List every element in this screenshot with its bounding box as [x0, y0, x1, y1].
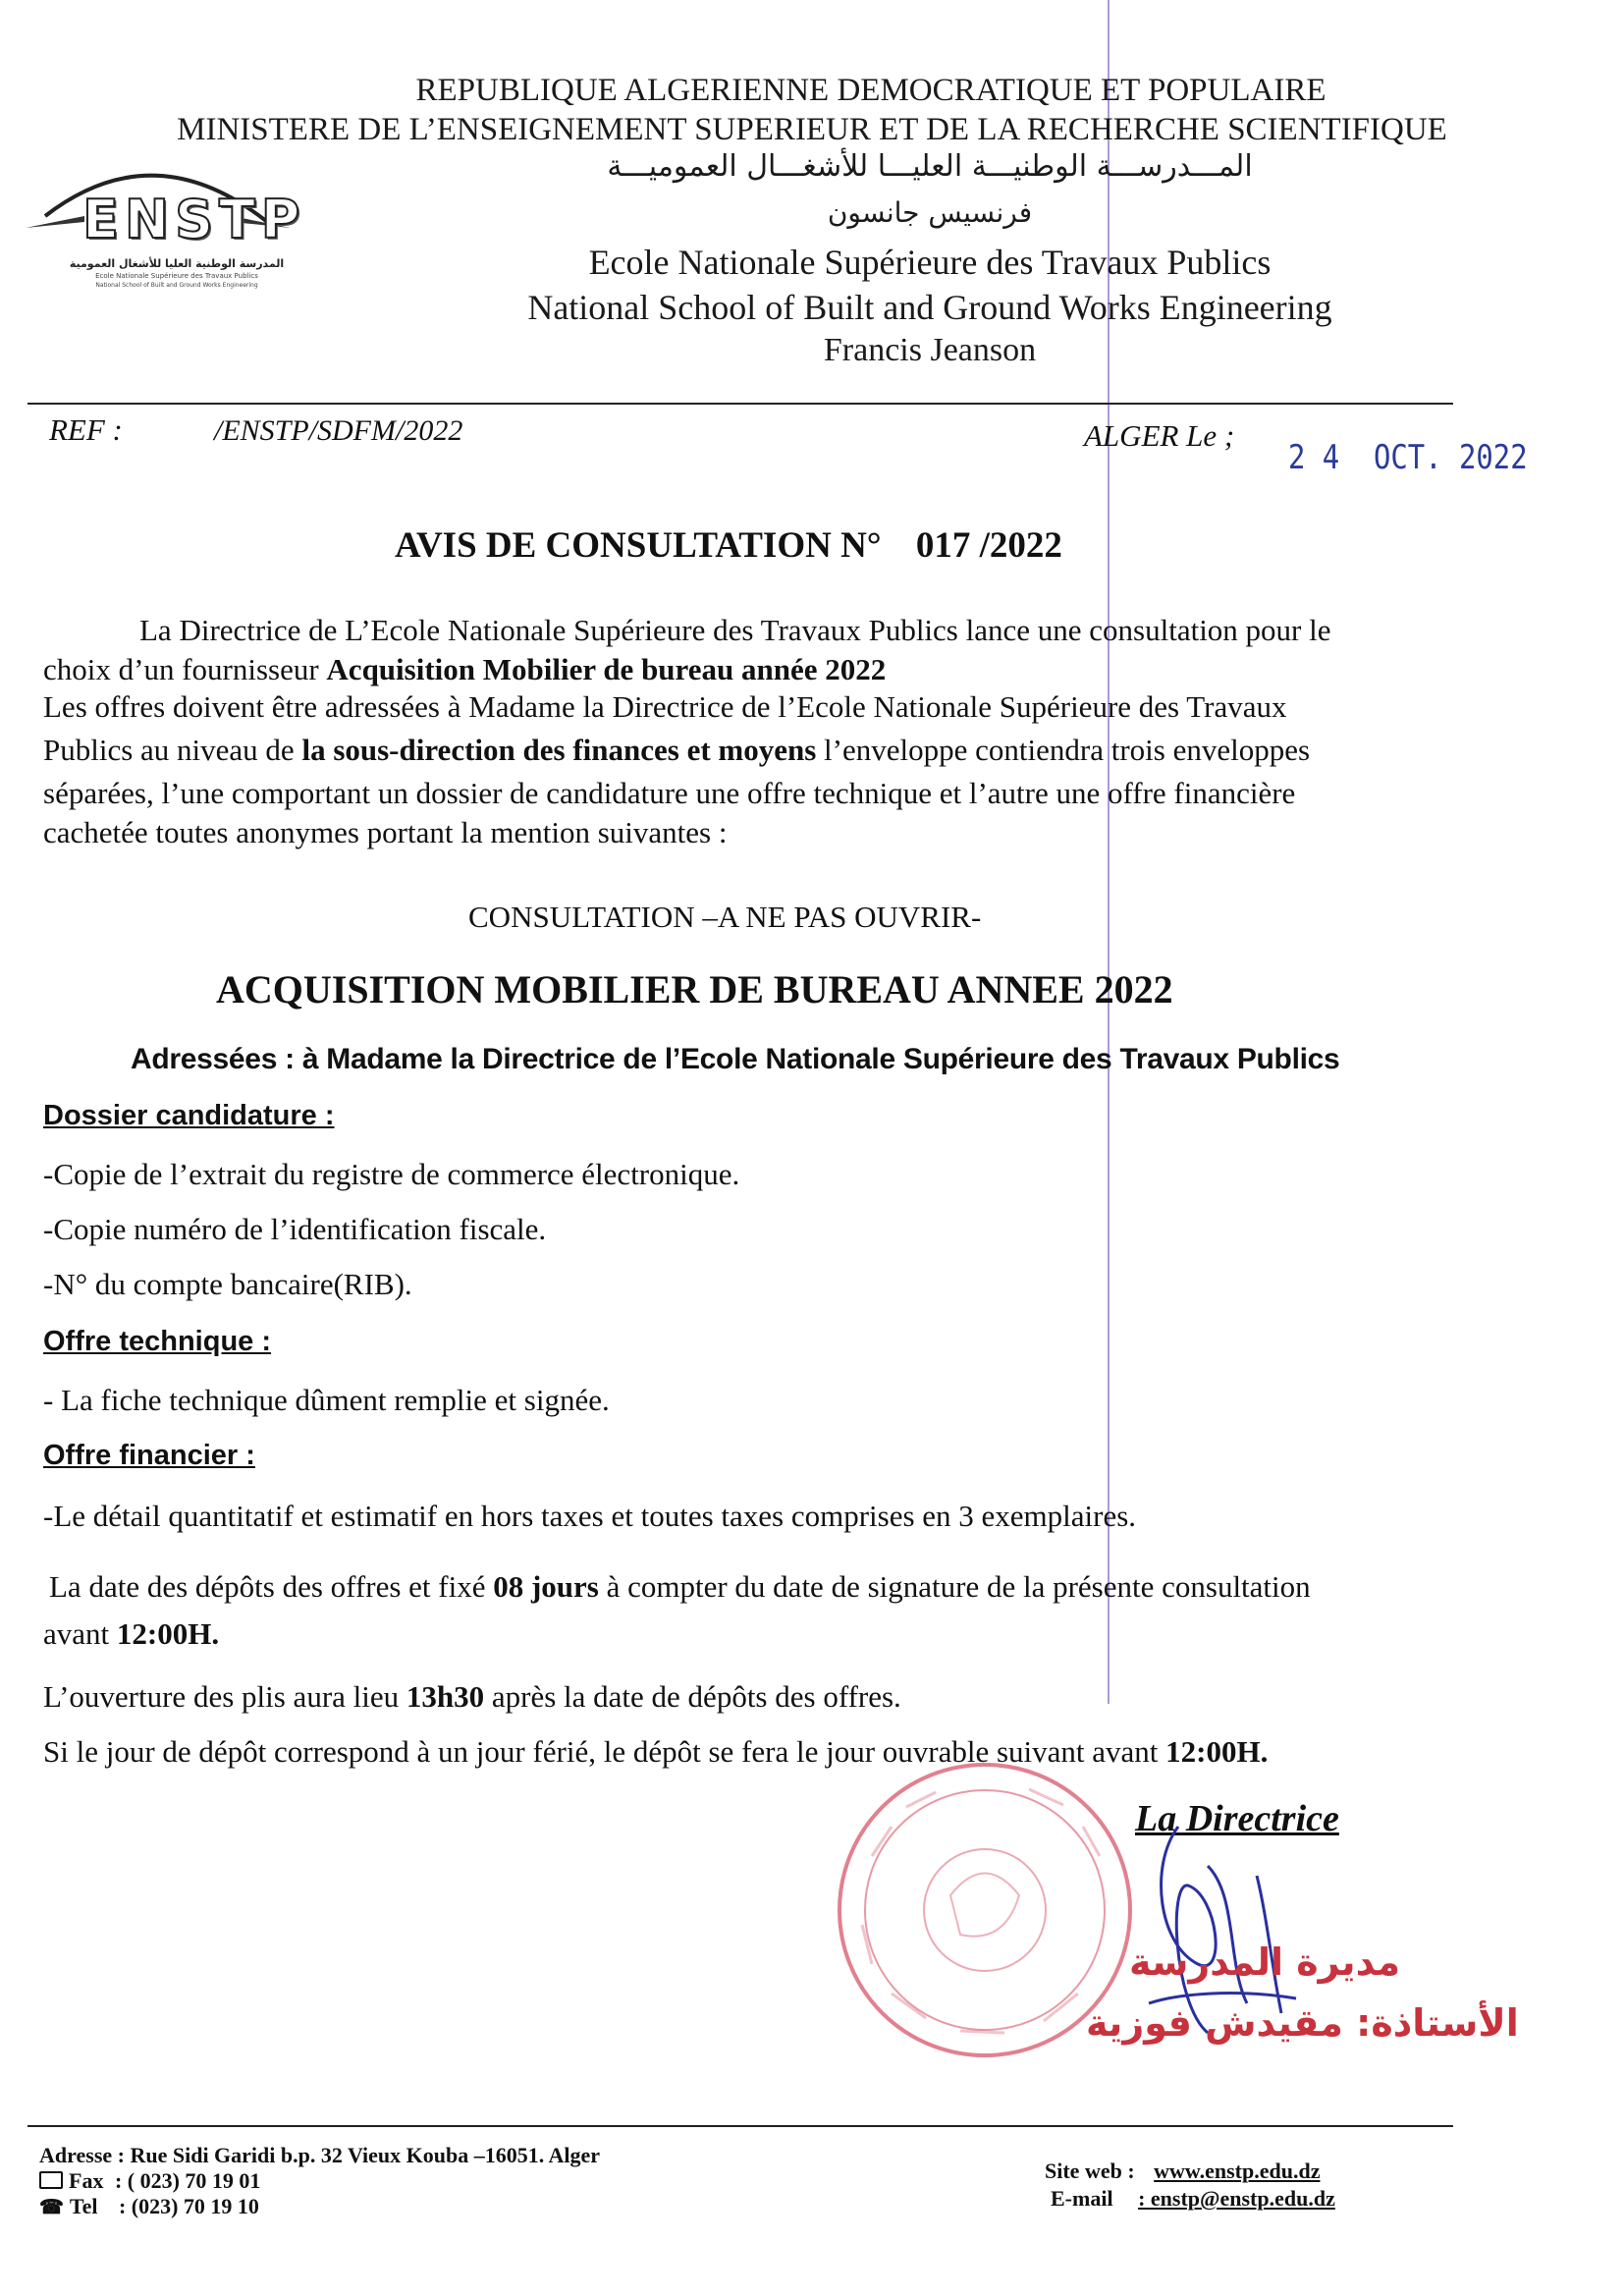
dossier-title: Dossier candidature : [43, 1100, 335, 1131]
date-stamp: 2 4 OCT. 2022 [1288, 438, 1528, 477]
deadline-4-a: Si le jour de dépôt correspond à un jour férié, le dépôt se fera le jour ouvrable suivant avant [43, 1734, 1166, 1769]
logo-arabic: المدرسة الوطنية العليا للأشغال العمومية [69, 257, 285, 270]
deadline-1-a: La date des dépôts des offres et fixé [49, 1569, 494, 1604]
technique-item-1: - La fiche technique dûment remplie et signée. [43, 1383, 610, 1417]
deadline-3-a: L’ouverture des plis aura lieu [43, 1679, 406, 1714]
deadline-1-b: à compter du date de signature de la présente consultation [598, 1569, 1311, 1604]
header-ministry: MINISTERE DE L’ENSEIGNEMENT SUPERIEUR ET DE LA RECHERCHE SCIENTIFIQUE [177, 112, 1447, 147]
deadline-2-a: avant [43, 1616, 117, 1651]
deadline-3-bold: 13h30 [406, 1679, 485, 1714]
intro-line-4 [43, 729, 1447, 772]
ref-label: REF : [49, 412, 123, 447]
dossier-item-1: -Copie de l’extrait du registre de commerce électronique. [43, 1157, 740, 1191]
deadline-line-1 [49, 1565, 1453, 1609]
header-school-fr: Ecole Nationale Supérieure des Travaux Publics [588, 243, 1272, 282]
header-school-en: National School of Built and Ground Works Engineering [527, 288, 1332, 327]
intro-line-4-b: l’enveloppe contiendra trois enveloppes [816, 733, 1311, 767]
intro-line-4-bold: la sous-direction des finances et moyens [301, 733, 817, 767]
footer-address: Adresse : Rue Sidi Garidi b.p. 32 Vieux Kouba –16051. Alger [39, 2143, 601, 2167]
footer-email [1051, 2184, 1335, 2214]
web-label: Site web : [1045, 2159, 1135, 2183]
phone-icon: ☎ [39, 2197, 64, 2218]
fax-number: : ( 023) 70 19 01 [114, 2168, 261, 2193]
email-label: E-mail [1051, 2186, 1113, 2211]
intro-line-3: Les offres doivent être adressées à Madame la Directrice de l’Ecole Nationale Supérieure des Travaux [43, 689, 1287, 724]
signature-title: La Directrice [1135, 1798, 1339, 1839]
technique-title: Offre technique : [43, 1326, 272, 1357]
deadline-line-3 [43, 1675, 1447, 1719]
dossier-item-2: -Copie numéro de l’identification fiscale. [43, 1212, 547, 1246]
header-patron: Francis Jeanson [823, 332, 1037, 368]
header-arabic-patron: فرنسيس جانسون [827, 196, 1033, 229]
deadline-3-b: après la date de dépôts des offres. [484, 1679, 901, 1714]
deadline-line-4 [43, 1730, 1447, 1774]
mention-consultation: CONSULTATION –A NE PAS OUVRIR- [468, 900, 982, 934]
ref-place: ALGER Le ; [1084, 418, 1235, 453]
footer-tel [39, 2192, 259, 2222]
signature-role-arabic: مديرة المدرسة [1129, 1941, 1401, 1984]
mention-object: ACQUISITION MOBILIER DE BUREAU ANNEE 2022 [216, 967, 1173, 1011]
footer-web [1045, 2157, 1320, 2186]
enstp-logo [26, 147, 306, 295]
deadline-line-2 [43, 1613, 1447, 1656]
deadline-2-bold: 12:00H. [116, 1616, 220, 1651]
mention-addressed: Adressées : à Madame la Directrice de l’Ecole Nationale Supérieure des Travaux Publics [131, 1043, 1340, 1075]
tel-label: Tel [69, 2194, 98, 2218]
intro-line-6: cachetée toutes anonymes portant la mention suivantes : [43, 815, 728, 849]
deadline-1-bold: 08 jours [493, 1569, 599, 1604]
dossier-item-3: -N° du compte bancaire(RIB). [43, 1267, 412, 1301]
fax-icon [39, 2171, 63, 2189]
header-arabic-school: المـــدرســـة الوطنيـــة العليـــا للأشغـــال العموميـــة [607, 149, 1253, 184]
web-link[interactable]: www.enstp.edu.dz [1154, 2159, 1321, 2183]
intro-line-2-text: choix d’un fournisseur [43, 652, 327, 686]
financier-title: Offre financier : [43, 1440, 255, 1471]
ref-value: /ENSTP/SDFM/2022 [214, 414, 463, 447]
signature-name-arabic: الأستاذة: مقيدش فوزية [1086, 2001, 1519, 2045]
header-divider [27, 403, 1453, 405]
notice-title [395, 524, 1062, 567]
intro-line-4-a: Publics au niveau de [43, 733, 302, 767]
fax-label: Fax [69, 2168, 104, 2193]
email-link[interactable]: : enstp@enstp.edu.dz [1138, 2186, 1335, 2211]
intro-line-5: séparées, l’une comportant un dossier de candidature une offre technique et l’autre une offre financière [43, 776, 1296, 810]
logo-en: National School of Built and Ground Works Engineering [95, 282, 258, 289]
header-republic: REPUBLIQUE ALGERIENNE DEMOCRATIQUE ET POPULAIRE [415, 73, 1326, 108]
notice-number: 017 /2022 [915, 525, 1062, 566]
tel-number: : (023) 70 19 10 [118, 2194, 259, 2218]
footer-divider [27, 2125, 1453, 2127]
intro-line-2-bold: Acquisition Mobilier de bureau année 2022 [326, 652, 887, 686]
financier-item-1: -Le détail quantitatif et estimatif en hors taxes et toutes taxes comprises en 3 exemplaires. [43, 1499, 1137, 1533]
notice-title-label: AVIS DE CONSULTATION N° [395, 525, 882, 566]
logo-acronym: ENSTP [82, 189, 306, 250]
intro-line-1: La Directrice de L’Ecole Nationale Supérieure des Travaux Publics lance une consultation pour le [139, 613, 1331, 647]
deadline-4-bold: 12:00H. [1165, 1734, 1269, 1769]
logo-fr: Ecole Nationale Supérieure des Travaux Publics [95, 272, 258, 280]
